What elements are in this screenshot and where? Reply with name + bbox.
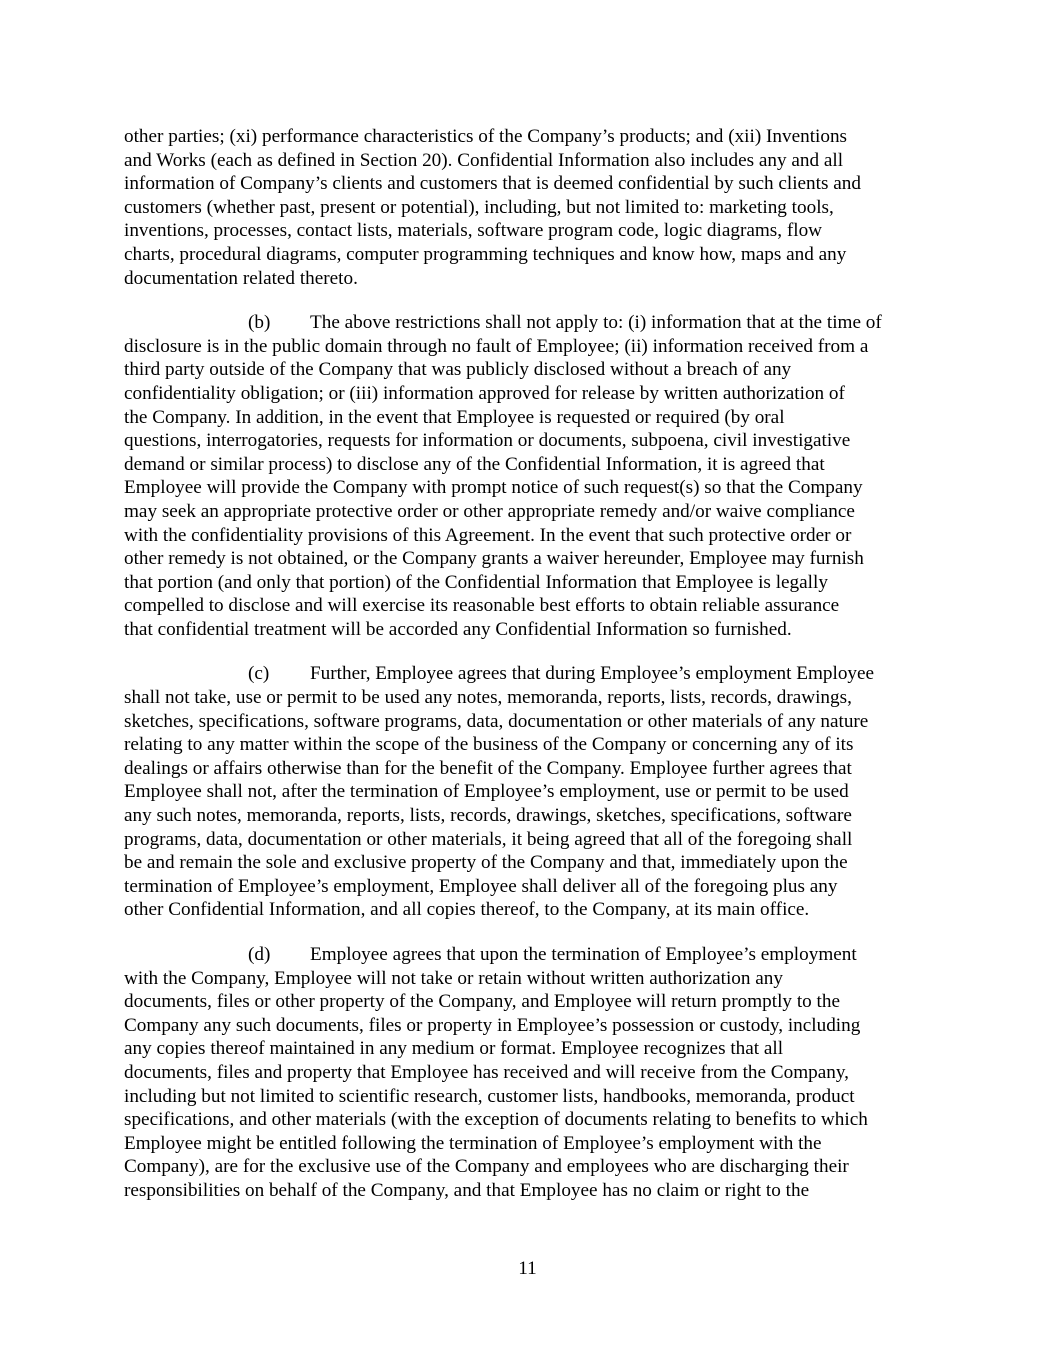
continuation-paragraph: other parties; (xi) performance characteristics of the Company’s products; and (xii) Inventions and Works (each as defined in Section 20). Confidential Information also includes any and all information of Company’s clients and customers that is deemed confidential by such clients and customers (whether past, present or potential), including, but not limited to: marketing tools, inventions, processes, contact lists, materials, software program code, logic diagrams, flow charts, procedural diagrams, computer programming techniques and know how, maps and any documentation related thereto. — [124, 126, 861, 289]
section-b-paragraph — [124, 311, 932, 641]
section-c-text: Further, Employee agrees that during Employee’s employment Employee shall not take, use or permit to be used any notes, memoranda, reports, lists, records, drawings, sketches, specifications, software programs, data, documentation or other materials of any nature relating to any matter within the scope of the business of the Company or concerning any of its dealings or affairs otherwise than for the benefit of the Company. Employee further agrees that Employee shall not, after the termination of Employee’s employment, use or permit to be used any such notes, memoranda, reports, lists, records, drawings, sketches, specifications, software programs, data, documentation or other materials, it being agreed that all of the foregoing shall be and remain the sole and exclusive property of the Company and that, immediately upon the termination of Employee’s employment, Employee shall deliver all of the foregoing plus any other Confidential Information, and all copies thereof, to the Company, at its main office. — [124, 663, 875, 921]
section-d-text: Employee agrees that upon the termination of Employee’s employment with the Company, Employee will not take or retain without written authorization any documents, files or other property of the Company, and Employee will return promptly to the Company any such documents, files or property in Employee’s possession or custody, including any copies thereof maintained in any medium or format. Employee recognizes that all documents, files and property that Employee has received and will receive from the Company, including but not limited to scientific research, customer lists, handbooks, memoranda, product specifications, and other materials (with the exception of documents relating to benefits to which Employee might be entitled following the termination of Employee’s employment with the Company), are for the exclusive use of the Company and employees who are discharging their responsibilities on behalf of the Company, and that Employee has no claim or right to the — [124, 944, 868, 1201]
document-body — [124, 125, 932, 1203]
section-c-paragraph — [124, 662, 932, 922]
section-d-paragraph — [124, 943, 932, 1203]
section-b-label: (b) — [248, 312, 271, 334]
section-d-label: (d) — [248, 944, 271, 965]
section-b-text: The above restrictions shall not apply to: (i) information that at the time of disclosure is in the public domain through no fault of Employee; (ii) information received from a third party outside of the Company that was publicly disclosed without a breach of any confidentiality obligation; or (iii) information approved for release by written authorization of the Company. In addition, in the event that Employee is requested or required (by oral questions, interrogatories, requests for information or documents, subpoena, civil investigative demand or similar process) to disclose any of the Confidential Information, it is agreed that Employee will provide the Company with prompt notice of such request(s) so that the Company may seek an appropriate protective order or other appropriate remedy and/or waive compliance with the confidentiality provisions of this Agreement. In the event that such protective order or other remedy is not obtained, or the Company grants a waiver hereunder, Employee may furnish that portion (and only that portion) of the Confidential Information that Employee is legally compelled to disclose and will exercise its reasonable best efforts to obtain reliable assurance that confidential treatment will be accorded any Confidential Information so furnished. — [124, 312, 882, 640]
page-number: 11 — [518, 1258, 537, 1279]
section-c-label: (c) — [248, 663, 270, 685]
